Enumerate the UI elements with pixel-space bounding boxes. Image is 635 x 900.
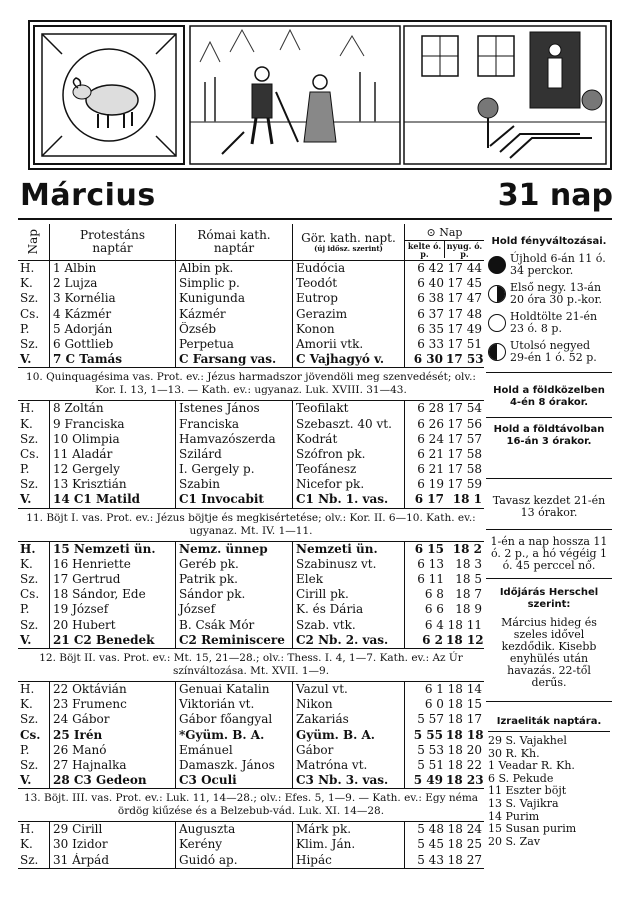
spring-note: Tavasz kezdet 21-én 13 órakor. (486, 479, 612, 530)
roman-name: B. Csák Mór (176, 618, 293, 633)
sunset: 18 2 (452, 541, 482, 556)
header-protestant: Protestáns naptár (50, 224, 176, 260)
jewish-item: 11 Eszter böjt (488, 784, 567, 798)
sunset: 17 59 (447, 477, 482, 492)
weekday: Sz. (18, 712, 50, 727)
days-count: 31 nap (497, 178, 613, 213)
table-row (18, 322, 484, 337)
weather-text: Március hideg és szeles idővel kezdődik. Kisebb enyhülés után havazás. 22-től derűs. (501, 616, 597, 689)
table-row (18, 432, 484, 447)
sunset: 17 57 (447, 431, 482, 446)
greek-name: Konon (293, 322, 405, 337)
table-row (18, 337, 484, 352)
roman-name: C Farsang vas. (176, 352, 293, 367)
protestant-name: 29 Cirill (50, 822, 176, 837)
week-block (18, 822, 484, 869)
greek-name: Nicefor pk. (293, 477, 405, 492)
sunset: 18 22 (447, 757, 482, 772)
roman-name: Nemz. ünnep (176, 542, 293, 557)
sunset: 17 58 (447, 462, 482, 477)
protestant-name: 3 Kornélia (50, 291, 176, 306)
weekday: V. (18, 633, 50, 648)
sunrise: 6 21 (417, 462, 444, 477)
weekday: Sz. (18, 337, 50, 352)
sunrise: 6 19 (417, 477, 444, 492)
roman-name: C1 Invocabit (176, 492, 293, 507)
sunrise: 5 43 (417, 852, 444, 867)
weekday: V. (18, 773, 50, 788)
protestant-name: 14 C1 Matild (50, 492, 176, 507)
greek-name: Zakariás (293, 712, 405, 727)
header-greek: Gör. kath. napt. (új idősz. szerint) (293, 224, 405, 260)
greek-name: C2 Nb. 2. vas. (293, 633, 405, 648)
daylength-note: 1-én a nap hossza 11 ó. 2 p., a hó végéig 1 ó. 45 perccel nő. (486, 530, 612, 579)
weekday: V. (18, 492, 50, 507)
weekday: Cs. (18, 587, 50, 602)
roman-name: Genuai Katalin (176, 682, 293, 697)
table-row (18, 743, 484, 758)
sunset: 17 51 (447, 336, 482, 351)
weather-title: Időjárás Herschel szerint: (499, 587, 599, 610)
greek-name: Teofilakt (293, 401, 405, 416)
header-roman: Római kath. naptár (176, 224, 293, 260)
weekday: P. (18, 602, 50, 617)
weekday: V. (18, 352, 50, 367)
greek-name: Amorii vtk. (293, 337, 405, 352)
roman-name: Hamvazószerda (176, 432, 293, 447)
greek-name: Gyüm. B. A. (293, 728, 405, 743)
protestant-name: 22 Oktávián (50, 682, 176, 697)
greek-name: Matróna vt. (293, 758, 405, 773)
greek-name: Szebaszt. 40 vt. (293, 417, 405, 432)
weekday: Sz. (18, 291, 50, 306)
jewish-item: 6 S. Pekude (488, 771, 554, 785)
greek-name: Szófron pk. (293, 447, 405, 462)
sunset: 17 45 (447, 276, 482, 291)
sunrise: 6 40 (417, 276, 444, 291)
side-column (486, 224, 612, 851)
roman-name: Kázmér (176, 307, 293, 322)
protestant-name: 1 Albin (50, 261, 176, 276)
roman-name: Özséb (176, 322, 293, 337)
sunday-note: 12. Böjt II. vas. Prot. ev.: Mt. 15, 21—28.; olv.: Thess. I. 4, 1—7. Kath. ev.: Az Úr színváltozása. Mt. XVII. 1—9. (18, 649, 484, 682)
greek-name: Nikon (293, 697, 405, 712)
table-row (18, 307, 484, 322)
sunrise: 5 57 (417, 712, 444, 727)
protestant-name: 13 Krisztián (50, 477, 176, 492)
sunrise: 5 45 (417, 837, 444, 852)
sunset: 18 25 (447, 837, 482, 852)
protestant-name: 5 Adorján (50, 322, 176, 337)
greek-name: K. és Dária (293, 602, 405, 617)
table-row (18, 401, 484, 416)
jewish-item: 1 Veadar R. Kh. (488, 759, 575, 773)
protestant-name: 11 Aladár (50, 447, 176, 462)
protestant-name: 27 Hajnalka (50, 758, 176, 773)
sunrise: 6 38 (417, 291, 444, 306)
greek-name: Szab. vtk. (293, 618, 405, 633)
sun-icon: ⊙ (426, 225, 440, 239)
sunset: 18 11 (447, 617, 482, 632)
protestant-name: 23 Frumenc (50, 697, 176, 712)
weeks-container (18, 261, 484, 869)
sunset: 18 5 (455, 572, 482, 586)
weekday: Sz. (18, 477, 50, 492)
table-row (18, 477, 484, 492)
roman-name: Szilárd (176, 447, 293, 462)
sunset: 18 9 (455, 602, 482, 617)
sunrise: 6 13 (417, 556, 444, 571)
sunset: 17 47 (447, 291, 482, 306)
sunrise: 6 21 (417, 446, 444, 461)
sunrise: 5 55 (413, 727, 443, 742)
protestant-name: 2 Lujza (50, 276, 176, 291)
table-row (18, 542, 484, 557)
table-row (18, 633, 484, 648)
greek-name: Teofánesz (293, 462, 405, 477)
sunday-note: 10. Quinquagésima vas. Prot. ev.: Jézus harmadszor jövendöli meg szenvedését; olv.: Kor. I. 13, 1—13. — Kath. ev.: ugyanaz. Luk. XVIII. 31—43. (18, 368, 484, 401)
roman-name: Istenes János (176, 401, 293, 416)
table-row (18, 682, 484, 697)
sunset: 18 18 (446, 727, 484, 742)
week-block (18, 682, 484, 789)
moon-phase-item (488, 282, 610, 306)
greek-name: C3 Nb. 3. vas. (293, 773, 405, 788)
protestant-name: 30 Izidor (50, 837, 176, 852)
table-row (18, 602, 484, 617)
jewish-item: 30 R. Kh. (488, 746, 540, 760)
sunset: 17 48 (447, 306, 482, 321)
sunrise: 6 11 (417, 572, 444, 586)
sunrise: 6 35 (417, 321, 444, 336)
table-row (18, 291, 484, 306)
jewish-calendar (488, 735, 610, 848)
protestant-name: 9 Franciska (50, 417, 176, 432)
greek-name: Vazul vt. (293, 682, 405, 697)
jewish-title: Izraeliták naptára. (488, 716, 610, 732)
sunset: 17 58 (447, 446, 482, 461)
greek-name: Kodrát (293, 432, 405, 447)
table-row (18, 853, 484, 868)
roman-name: Kerény (176, 837, 293, 852)
sunrise: 6 0 (424, 697, 444, 712)
sunday-note: 13. Böjt. III. vas. Prot. ev.: Luk. 11, 14—28.; olv.: Efes. 5, 1—9. — Kath. ev.: Egy néma ördög kiűzése és a Belzebub-vád. Luk. XI. 14—28. (18, 789, 484, 822)
jewish-item: 14 Purim (488, 809, 540, 823)
roman-name: Patrik pk. (176, 572, 293, 587)
first-quarter-icon (488, 285, 506, 303)
moon-phases (488, 253, 610, 364)
greek-name: Hipác (293, 853, 405, 868)
roman-name: Simplic p. (176, 276, 293, 291)
roman-name: Viktorián vt. (176, 697, 293, 712)
roman-name: Albin pk. (176, 261, 293, 276)
sunrise: 6 6 (424, 602, 444, 617)
header-sun: ⊙ Nap kelte ó. p. nyug. ó. p. (405, 224, 484, 260)
table-row (18, 728, 484, 743)
month-title: Március (20, 178, 156, 213)
moon-phase-text: Holdtölte 21-én 23 ó. 8 p. (510, 310, 598, 335)
sunset: 17 44 (447, 261, 482, 275)
sunset: 18 12 (446, 632, 484, 647)
sunrise: 6 17 (414, 492, 444, 507)
header-illustration (28, 20, 612, 170)
roman-name: Guidó ap. (176, 853, 293, 868)
table-row (18, 447, 484, 462)
greek-name: Nemzeti ün. (293, 542, 405, 557)
sunrise: 6 42 (417, 261, 444, 275)
table-header (18, 224, 484, 261)
weekday: H. (18, 682, 50, 697)
sunset: 18 27 (447, 852, 482, 867)
weekday: H. (18, 542, 50, 557)
protestant-name: 24 Gábor (50, 712, 176, 727)
weekday: H. (18, 401, 50, 416)
greek-name: Eudócia (293, 261, 405, 276)
sunrise: 6 26 (417, 416, 444, 431)
full-moon-icon (488, 314, 506, 332)
protestant-name: 10 Olimpia (50, 432, 176, 447)
table-row (18, 557, 484, 572)
sunrise: 6 2 (422, 632, 443, 647)
moon-title: Hold fényváltozásai. (491, 236, 607, 247)
roman-name: Gábor főangyal (176, 712, 293, 727)
jewish-item: 29 S. Vajakhel (488, 734, 567, 747)
weekday: Sz. (18, 853, 50, 868)
spring-scene-illustration (30, 22, 610, 168)
protestant-name: 15 Nemzeti ün. (50, 542, 176, 557)
table-row (18, 352, 484, 367)
roman-name: Franciska (176, 417, 293, 432)
sunrise: 5 49 (413, 773, 443, 788)
roman-name: C2 Reminiscere (176, 633, 293, 648)
table-row (18, 261, 484, 276)
moon-phase-text: Első negy. 13-án 20 óra 30 p.-kor. (510, 281, 603, 306)
sunrise: 6 4 (424, 617, 444, 632)
sunrise: 5 53 (417, 742, 444, 757)
greek-name: Szabinusz vt. (293, 557, 405, 572)
weekday: Sz. (18, 572, 50, 587)
sunset: 18 15 (447, 697, 482, 712)
table-row (18, 417, 484, 432)
sunset: 18 1 (452, 492, 482, 507)
moon-phase-item (488, 253, 610, 277)
ram-icon (86, 85, 138, 115)
table-row (18, 837, 484, 852)
sunset: 17 49 (447, 321, 482, 336)
table-row (18, 587, 484, 602)
moon-phase-item (488, 340, 610, 364)
table-row (18, 572, 484, 587)
sunset: 17 53 (446, 352, 484, 367)
sunrise: 6 37 (417, 306, 444, 321)
sunrise: 5 48 (417, 822, 444, 837)
sunrise: 6 8 (424, 587, 444, 602)
sunrise: 5 51 (417, 757, 444, 772)
weekday: P. (18, 322, 50, 337)
roman-name: Geréb pk. (176, 557, 293, 572)
weekday: Sz. (18, 618, 50, 633)
greek-name: Elek (293, 572, 405, 587)
top-rule (18, 218, 612, 220)
weekday: Cs. (18, 447, 50, 462)
table-row (18, 712, 484, 727)
woman-figure (313, 75, 327, 89)
new-moon-icon (488, 256, 506, 274)
protestant-name: 7 C Tamás (50, 352, 176, 367)
roman-name: I. Gergely p. (176, 462, 293, 477)
greek-name: Teodót (293, 276, 405, 291)
sunset: 18 14 (447, 681, 482, 696)
perigee-note: Hold a földközelben 4-én 8 órakor. (486, 373, 612, 418)
sunset: 18 23 (446, 773, 484, 788)
greek-name: Eutrop (293, 291, 405, 306)
moon-phase-item (488, 311, 610, 335)
weekday: K. (18, 417, 50, 432)
roman-name: Damaszk. János (176, 758, 293, 773)
weekday: Cs. (18, 307, 50, 322)
sunrise: 6 15 (414, 541, 444, 556)
sunset: 17 54 (447, 401, 482, 416)
jewish-item: 15 Susan purim (488, 822, 577, 836)
roman-name: Szabin (176, 477, 293, 492)
week-block (18, 542, 484, 649)
greek-name: Gerazim (293, 307, 405, 322)
weekday: Sz. (18, 758, 50, 773)
sunrise: 6 30 (413, 352, 443, 367)
protestant-name: 25 Irén (50, 728, 176, 743)
greek-name: Klim. Ján. (293, 837, 405, 852)
header-day: Nap (18, 224, 50, 260)
sunset: 17 56 (447, 416, 482, 431)
table-row (18, 773, 484, 788)
table-row (18, 822, 484, 837)
greek-name: C Vajhagyó v. (293, 352, 405, 367)
weekday: P. (18, 462, 50, 477)
roman-name: Auguszta (176, 822, 293, 837)
table-row (18, 618, 484, 633)
roman-name: Emánuel (176, 743, 293, 758)
weekday: H. (18, 822, 50, 837)
weekday: K. (18, 697, 50, 712)
weekday: K. (18, 276, 50, 291)
protestant-name: 4 Kázmér (50, 307, 176, 322)
sunrise: 6 1 (424, 681, 444, 696)
protestant-name: 21 C2 Benedek (50, 633, 176, 648)
table-row (18, 492, 484, 507)
moon-phase-text: Újhold 6-án 11 ó. 34 perckor. (510, 252, 606, 277)
greek-name: Márk pk. (293, 822, 405, 837)
sunset: 18 20 (447, 742, 482, 757)
protestant-name: 16 Henriette (50, 557, 176, 572)
weekday: H. (18, 261, 50, 276)
jewish-item: 13 S. Vajikra (488, 796, 559, 810)
protestant-name: 19 József (50, 602, 176, 617)
jewish-item: 20 S. Zav (488, 834, 541, 848)
weekday: K. (18, 557, 50, 572)
calendar-table (18, 224, 484, 869)
last-quarter-icon (488, 343, 506, 361)
gardener-figure (255, 67, 269, 81)
moon-phase-text: Utolsó negyed 29-én 1 ó. 52 p. (510, 339, 597, 364)
greek-name: Gábor (293, 743, 405, 758)
roman-name: József (176, 602, 293, 617)
protestant-name: 17 Gertrud (50, 572, 176, 587)
protestant-name: 6 Gottlieb (50, 337, 176, 352)
sunrise: 6 24 (417, 431, 444, 446)
protestant-name: 26 Manó (50, 743, 176, 758)
greek-name: Cirill pk. (293, 587, 405, 602)
protestant-name: 8 Zoltán (50, 401, 176, 416)
roman-name: *Gyüm. B. A. (176, 728, 293, 743)
sunrise: 6 28 (417, 401, 444, 416)
protestant-name: 12 Gergely (50, 462, 176, 477)
sunrise: 6 33 (417, 336, 444, 351)
roman-name: Sándor pk. (176, 587, 293, 602)
greek-name: C1 Nb. 1. vas. (293, 492, 405, 507)
sunday-note: 11. Böjt I. vas. Prot. ev.: Jézus böjtje és megkisértetése; olv.: Kor. II. 6—10. Kath. ev.: ugyanaz. Mt. IV. 1—11. (18, 509, 484, 542)
weekday: Sz. (18, 432, 50, 447)
apogee-note: Hold a földtávolban 16-án 3 órakor. (486, 418, 612, 479)
protestant-name: 28 C3 Gedeon (50, 773, 176, 788)
protestant-name: 18 Sándor, Ede (50, 587, 176, 602)
sunset: 18 3 (455, 556, 482, 571)
roman-name: Perpetua (176, 337, 293, 352)
table-row (18, 758, 484, 773)
sunset: 18 24 (447, 822, 482, 837)
sunset: 18 7 (455, 587, 482, 602)
protestant-name: 31 Árpád (50, 853, 176, 868)
weekday: P. (18, 743, 50, 758)
table-row (18, 462, 484, 477)
protestant-name: 20 Hubert (50, 618, 176, 633)
table-row (18, 276, 484, 291)
roman-name: Kunigunda (176, 291, 293, 306)
table-row (18, 697, 484, 712)
week-block (18, 261, 484, 368)
weekday: Cs. (18, 728, 50, 743)
sunset: 18 17 (447, 712, 482, 727)
roman-name: C3 Oculi (176, 773, 293, 788)
weekday: K. (18, 837, 50, 852)
week-block (18, 401, 484, 508)
